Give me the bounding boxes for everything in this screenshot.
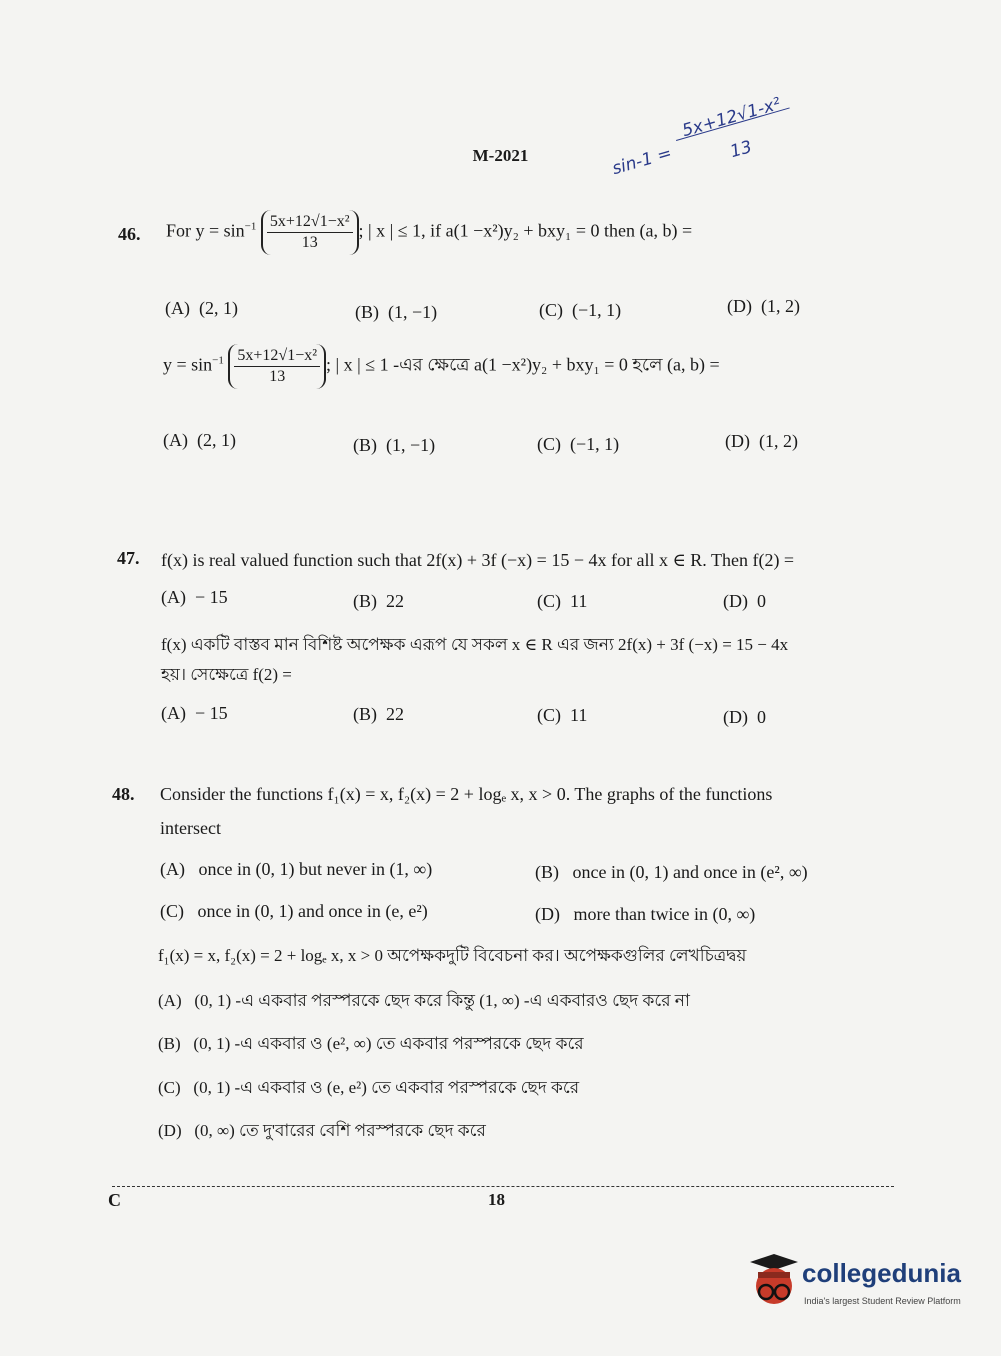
question-47-text-en: f(x) is real valued function such that 2f(x) + 3f (−x) = 15 − 4x for all x ∈ R. Then f(2) = <box>161 550 795 570</box>
option-b[interactable]: (B) (0, 1) -এ একবার ও (e², ∞) তে একবার পরস্পরকে ছেদ করে <box>158 1034 584 1053</box>
collegedunia-logo[interactable] <box>744 1252 974 1312</box>
option-c[interactable]: (C) once in (0, 1) and once in (e, e²) <box>160 901 428 921</box>
option-c[interactable]: (C) (0, 1) -এ একবার ও (e, e²) তে একবার পরস্পরকে ছেদ করে <box>158 1078 580 1097</box>
question-48-text-bn: f₁(x) = x, f₂(x) = 2 + logₑ x, x > 0 অপেক্ষকদুটি বিবেচনা কর। অপেক্ষকগুলির লেখচিত্রদ্বয় <box>158 946 747 965</box>
option-a[interactable]: (A) − 15 <box>161 587 228 607</box>
handwritten-note-denominator: 13 <box>728 137 755 163</box>
option-c[interactable]: (C) 11 <box>537 591 588 611</box>
option-a[interactable]: (A) (2, 1) <box>163 430 236 450</box>
question-48-text-en-line1: Consider the functions f₁(x) = x, f₂(x) = 2 + logₑ x, x > 0. The graphs of the functions <box>160 784 773 804</box>
option-b[interactable]: (B) (1, −1) <box>355 302 438 322</box>
footer-divider <box>112 1186 894 1187</box>
question-48-text-en-line2: intersect <box>160 818 221 838</box>
option-d[interactable]: (D) 0 <box>723 591 766 611</box>
option-b[interactable]: (B) (1, −1) <box>353 435 436 455</box>
handwritten-note-numerator: 5x+12√1-x² <box>680 94 784 142</box>
option-d[interactable]: (D) 0 <box>723 707 766 727</box>
option-a[interactable]: (A) once in (0, 1) but never in (1, ∞) <box>160 859 433 879</box>
option-c[interactable]: (C) 11 <box>537 705 588 725</box>
option-c[interactable]: (C) (−1, 1) <box>537 434 620 454</box>
set-code: C <box>108 1190 121 1210</box>
page-number: 18 <box>488 1190 505 1209</box>
question-number: 48. <box>112 784 135 804</box>
question-number: 47. <box>117 548 140 568</box>
option-a[interactable]: (A) − 15 <box>161 703 228 723</box>
option-d[interactable]: (D) more than twice in (0, ∞) <box>535 904 756 924</box>
question-47-text-bn-line2: হয়। সেক্ষেত্রে f(2) = <box>161 665 292 684</box>
option-a[interactable]: (A) (2, 1) <box>165 298 238 318</box>
option-d[interactable]: (D) (1, 2) <box>727 296 800 316</box>
question-46-text-bn: $y = \sin^{-1}$ $\frac{\text{5x+12√1−x²}}{13}$ ; | x | ≤ 1 -এর ক্ষেত্রে a(1 −x²)y₂ + bxy₁ = 0 হলে (a, b) = <box>163 344 720 389</box>
paper-code: M-2021 <box>472 146 529 165</box>
option-c[interactable]: (C) (−1, 1) <box>539 300 622 320</box>
handwritten-note-lhs: sin-1 = <box>610 143 675 180</box>
question-47-text-bn-line1: f(x) একটি বাস্তব মান বিশিষ্ট অপেক্ষক এরূপ যে সকল x ∈ R এর জন্য 2f(x) + 3f (−x) = 15 − 4x <box>161 635 789 654</box>
option-d[interactable]: (D) (1, 2) <box>725 431 798 451</box>
option-d[interactable]: (D) (0, ∞) তে দু'বারের বেশি পরস্পরকে ছেদ করে <box>158 1121 486 1140</box>
option-b[interactable]: (B) 22 <box>353 591 404 611</box>
question-46-text-en: For $y = \sin^{-1}$ $\frac{\text{5x+12√1−x²}}{13}$ ; | x | ≤ 1, if a(1 −x²)y₂ + bxy₁ = 0 then (a, b) = <box>166 210 692 255</box>
option-b[interactable]: (B) 22 <box>353 704 404 724</box>
mascot-icon <box>744 1252 800 1312</box>
logo-wordmark: collegedunia <box>802 1258 961 1288</box>
option-b[interactable]: (B) once in (0, 1) and once in (e², ∞) <box>535 862 808 882</box>
logo-tagline: India's largest Student Review Platform <box>804 1296 961 1306</box>
option-a[interactable]: (A) (0, 1) -এ একবার পরস্পরকে ছেদ করে কিন্তু (1, ∞) -এ একবারও ছেদ করে না <box>158 991 690 1010</box>
question-number: 46. <box>118 224 141 244</box>
